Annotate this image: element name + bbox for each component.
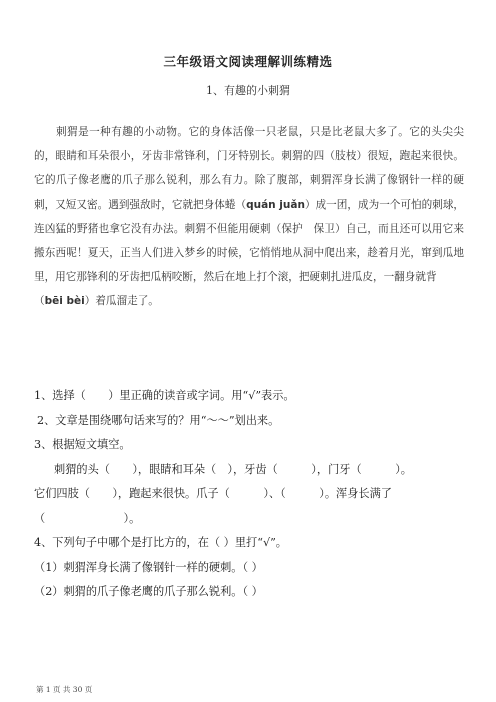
passage-paragraph (34, 120, 464, 289)
passage-title: 1、有趣的小刺猬 (206, 84, 290, 97)
question-2: 2、文章是围绕哪句话来写的？用“～～”划出来。 (37, 413, 280, 427)
question-4: 4、下列句子中哪个是打比方的，在（ ）里打“√”。 (34, 536, 287, 549)
question-1: 1、选择（ ）里正确的读音或字词。用“√”表示。 (34, 389, 295, 402)
pinyin-quan-juan: quán juǎn (246, 198, 305, 211)
passage-body (34, 120, 464, 314)
question-3-blank-2: 它们四肢（ ），跑起来很快。爪子（ ）、（ ）。浑身长满了 (34, 487, 392, 500)
document-title: 三年级语文阅读理解训练精选 (163, 54, 333, 69)
pinyin-bei-bei: bēi bèi (44, 295, 85, 308)
passage-text-2: ）成一团，成为一个可怕的刺球，连凶猛的野猪也拿它没有办法。刺猬不但能用硬刺（保护 保卫）自己，而且还可以用它来搬东西呢！夏天，正当人们进入梦乡的时候，它悄悄地从洞中爬出来，趁着月光，窜到瓜地里，用它那锋利的牙齿把瓜柄咬断，然后在地上打个滚，把硬刺扎进瓜皮，一翻身就背 (34, 198, 465, 284)
passage-last-line (34, 289, 464, 313)
question-list (34, 384, 474, 605)
passage-text-1: 刺猬是一种有趣的小动物。它的身体活像一只老鼠，只是比老鼠大多了。它的头尖尖的，眼睛和耳朵很小，牙齿非常锋利，门牙特别长。刺猬的四（肢枝）很短，跑起来很快。它的爪子像老鹰的爪子那么锐利，那么有力。除了腹部，刺猬浑身长满了像钢针一样的硬刺，又短又密。遇到强敌时，它就把身体蜷（ (34, 126, 464, 211)
passage-text-3a: （ (34, 295, 45, 308)
question-3: 3、根据短文填空。 (34, 438, 131, 451)
question-3-blank-1: 刺猬的头（ ），眼睛和耳朵（ ），牙齿（ ），门牙（ ）。 (54, 462, 412, 476)
question-4-option-a: （1）刺猬浑身长满了像钢针一样的硬刺。（ ） (34, 560, 263, 574)
question-3-blank-3: （ ）。 (34, 511, 141, 525)
page-number: 第 1 页 共 30 页 (36, 685, 93, 694)
question-4-option-b: （2）刺猬的爪子像老鹰的爪子那么锐利。（ ） (34, 585, 263, 598)
passage-text-3b: ）着瓜溜走了。 (84, 295, 159, 308)
